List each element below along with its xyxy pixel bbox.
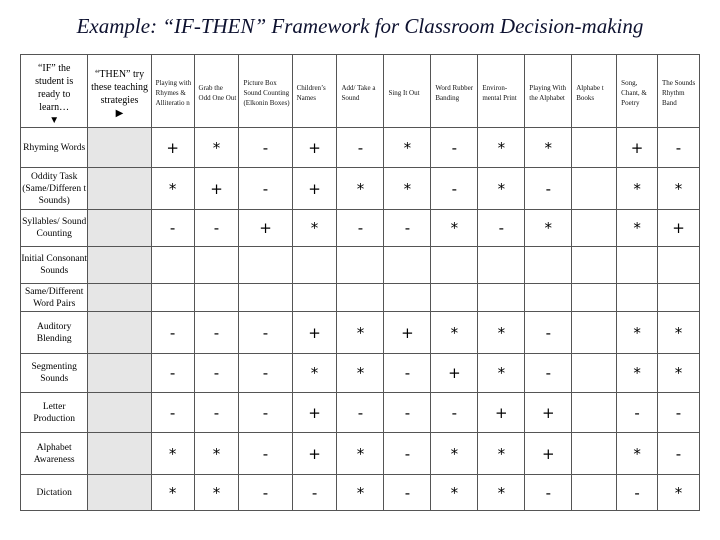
rating-cell: *	[431, 475, 478, 511]
rating-cell: -	[658, 128, 700, 168]
strategy-header: Children’s Names	[292, 55, 337, 128]
rating-cell: -	[239, 433, 292, 475]
rating-cell: *	[617, 168, 658, 210]
table-row	[21, 475, 700, 511]
rating-cell	[384, 284, 431, 312]
rating-cell: +	[292, 433, 337, 475]
header-row	[21, 55, 700, 128]
rating-cell: +	[151, 128, 194, 168]
strategy-header: Playing with Rhymes & Alliteratio n	[151, 55, 194, 128]
rating-cell	[292, 284, 337, 312]
rating-cell	[572, 284, 617, 312]
rating-cell: *	[617, 354, 658, 393]
strategy-header: The Sounds Rhythm Band	[658, 55, 700, 128]
rating-cell: -	[239, 312, 292, 354]
rating-cell	[194, 284, 239, 312]
row-label: Same/Different Word Pairs	[21, 284, 88, 312]
rating-cell: *	[658, 475, 700, 511]
then-column-cell	[88, 247, 151, 284]
rating-cell: -	[617, 475, 658, 511]
rating-cell: +	[384, 312, 431, 354]
rating-cell: -	[431, 393, 478, 433]
rating-cell: *	[384, 128, 431, 168]
rating-cell: *	[478, 168, 525, 210]
rating-cell: -	[525, 475, 572, 511]
rating-cell: *	[194, 475, 239, 511]
rating-cell: -	[239, 475, 292, 511]
rating-cell: *	[525, 128, 572, 168]
rating-cell	[617, 247, 658, 284]
rating-cell: *	[337, 475, 384, 511]
rating-cell: +	[431, 354, 478, 393]
row-label: Segmenting Sounds	[21, 354, 88, 393]
rating-cell	[239, 247, 292, 284]
rating-cell	[572, 312, 617, 354]
rating-cell: -	[151, 393, 194, 433]
table-row	[21, 433, 700, 475]
rating-cell: -	[525, 354, 572, 393]
then-column-cell	[88, 312, 151, 354]
rating-cell: -	[525, 168, 572, 210]
rating-cell: *	[337, 354, 384, 393]
rating-cell: -	[151, 354, 194, 393]
rating-cell: *	[658, 312, 700, 354]
then-column-cell	[88, 128, 151, 168]
row-label: Auditory Blending	[21, 312, 88, 354]
rating-cell	[151, 284, 194, 312]
rating-cell	[572, 393, 617, 433]
then-header-cell	[88, 55, 151, 128]
table-row	[21, 284, 700, 312]
rating-cell	[572, 128, 617, 168]
rating-cell: -	[239, 354, 292, 393]
then-column-cell	[88, 210, 151, 247]
rating-cell: +	[525, 433, 572, 475]
rating-cell: -	[525, 312, 572, 354]
rating-cell: *	[478, 475, 525, 511]
if-then-table	[20, 54, 700, 511]
then-column-cell	[88, 284, 151, 312]
strategy-header: Add/ Take a Sound	[337, 55, 384, 128]
then-column-cell	[88, 393, 151, 433]
rating-cell: -	[384, 433, 431, 475]
rating-cell	[572, 247, 617, 284]
rating-cell: +	[292, 168, 337, 210]
rating-cell	[617, 284, 658, 312]
if-header-cell	[21, 55, 88, 128]
table-row	[21, 168, 700, 210]
strategy-header: Alphabe t Books	[572, 55, 617, 128]
rating-cell: *	[292, 210, 337, 247]
rating-cell: -	[337, 128, 384, 168]
rating-cell: -	[617, 393, 658, 433]
strategy-header: Song, Chant, & Poetry	[617, 55, 658, 128]
rating-cell: *	[617, 312, 658, 354]
rating-cell: +	[525, 393, 572, 433]
rating-cell	[658, 247, 700, 284]
rating-cell	[292, 247, 337, 284]
rating-cell: -	[194, 354, 239, 393]
rating-cell	[572, 354, 617, 393]
rating-cell	[525, 247, 572, 284]
rating-cell: *	[337, 433, 384, 475]
rating-cell	[337, 247, 384, 284]
rating-cell	[572, 433, 617, 475]
strategy-header: Sing It Out	[384, 55, 431, 128]
rating-cell: *	[478, 433, 525, 475]
rating-cell: +	[292, 393, 337, 433]
rating-cell: -	[194, 393, 239, 433]
row-label: Rhyming Words	[21, 128, 88, 168]
row-label: Initial Consonant Sounds	[21, 247, 88, 284]
rating-cell: *	[617, 433, 658, 475]
rating-cell: -	[239, 393, 292, 433]
rating-cell	[151, 247, 194, 284]
rating-cell: *	[431, 312, 478, 354]
rating-cell	[572, 210, 617, 247]
table-row	[21, 128, 700, 168]
rating-cell: *	[658, 168, 700, 210]
rating-cell: *	[478, 312, 525, 354]
rating-cell: *	[151, 475, 194, 511]
rating-cell: *	[194, 128, 239, 168]
rating-cell: -	[478, 210, 525, 247]
rating-cell: -	[194, 210, 239, 247]
table-row	[21, 312, 700, 354]
row-label: Oddity Task (Same/Differen t Sounds)	[21, 168, 88, 210]
then-column-cell	[88, 168, 151, 210]
rating-cell: -	[151, 210, 194, 247]
rating-cell: *	[337, 168, 384, 210]
rating-cell	[337, 284, 384, 312]
rating-cell: -	[431, 128, 478, 168]
rating-cell	[239, 284, 292, 312]
rating-cell: -	[239, 128, 292, 168]
rating-cell	[658, 284, 700, 312]
rating-cell	[194, 247, 239, 284]
then-column-cell	[88, 354, 151, 393]
rating-cell: *	[525, 210, 572, 247]
rating-cell: -	[292, 475, 337, 511]
rating-cell: -	[194, 312, 239, 354]
rating-cell: *	[194, 433, 239, 475]
rating-cell: *	[478, 128, 525, 168]
rating-cell: +	[239, 210, 292, 247]
page-title: Example: “IF-THEN” Framework for Classroom Decision-making	[76, 14, 644, 38]
rating-cell: +	[478, 393, 525, 433]
rating-cell: *	[431, 433, 478, 475]
rating-cell: -	[384, 354, 431, 393]
rating-cell	[478, 247, 525, 284]
row-label: Alphabet Awareness	[21, 433, 88, 475]
rating-cell: -	[384, 475, 431, 511]
row-label: Dictation	[21, 475, 88, 511]
rating-cell: -	[658, 393, 700, 433]
table-row	[21, 247, 700, 284]
rating-cell: *	[617, 210, 658, 247]
strategy-header: Grab the Odd One Out	[194, 55, 239, 128]
rating-cell: *	[337, 312, 384, 354]
rating-cell: -	[384, 393, 431, 433]
table-row	[21, 210, 700, 247]
right-arrow-icon: ▶	[115, 108, 124, 119]
rating-cell: -	[384, 210, 431, 247]
rating-cell	[431, 247, 478, 284]
then-label: “THEN” try these teaching strategies	[91, 69, 148, 106]
rating-cell: *	[658, 354, 700, 393]
rating-cell: +	[194, 168, 239, 210]
rating-cell: +	[658, 210, 700, 247]
rating-cell	[525, 284, 572, 312]
rating-cell: *	[151, 433, 194, 475]
strategy-header: Environ-mental Print	[478, 55, 525, 128]
down-arrow-icon: ▼	[49, 114, 60, 126]
then-column-cell	[88, 433, 151, 475]
rating-cell: -	[337, 393, 384, 433]
strategy-header: Word Rubber Banding	[431, 55, 478, 128]
rating-cell: *	[151, 168, 194, 210]
rating-cell: -	[151, 312, 194, 354]
rating-cell: *	[431, 210, 478, 247]
table-body	[21, 128, 700, 511]
rating-cell: -	[658, 433, 700, 475]
rating-cell	[384, 247, 431, 284]
rating-cell: *	[384, 168, 431, 210]
rating-cell: *	[292, 354, 337, 393]
table-row	[21, 393, 700, 433]
rating-cell: +	[617, 128, 658, 168]
if-label: “IF” the student is ready to learn…	[35, 62, 74, 113]
rating-cell: +	[292, 128, 337, 168]
rating-cell: -	[431, 168, 478, 210]
row-label: Syllables/ Sound Counting	[21, 210, 88, 247]
then-column-cell	[88, 475, 151, 511]
row-label: Letter Production	[21, 393, 88, 433]
rating-cell: *	[478, 354, 525, 393]
rating-cell: -	[337, 210, 384, 247]
rating-cell	[478, 284, 525, 312]
rating-cell	[572, 168, 617, 210]
strategy-header: Playing With the Alphabet	[525, 55, 572, 128]
rating-cell: +	[292, 312, 337, 354]
table-row	[21, 354, 700, 393]
rating-cell	[431, 284, 478, 312]
rating-cell: -	[239, 168, 292, 210]
rating-cell	[572, 475, 617, 511]
strategy-header: Picture Box Sound Counting (Elkonin Boxes)	[239, 55, 292, 128]
